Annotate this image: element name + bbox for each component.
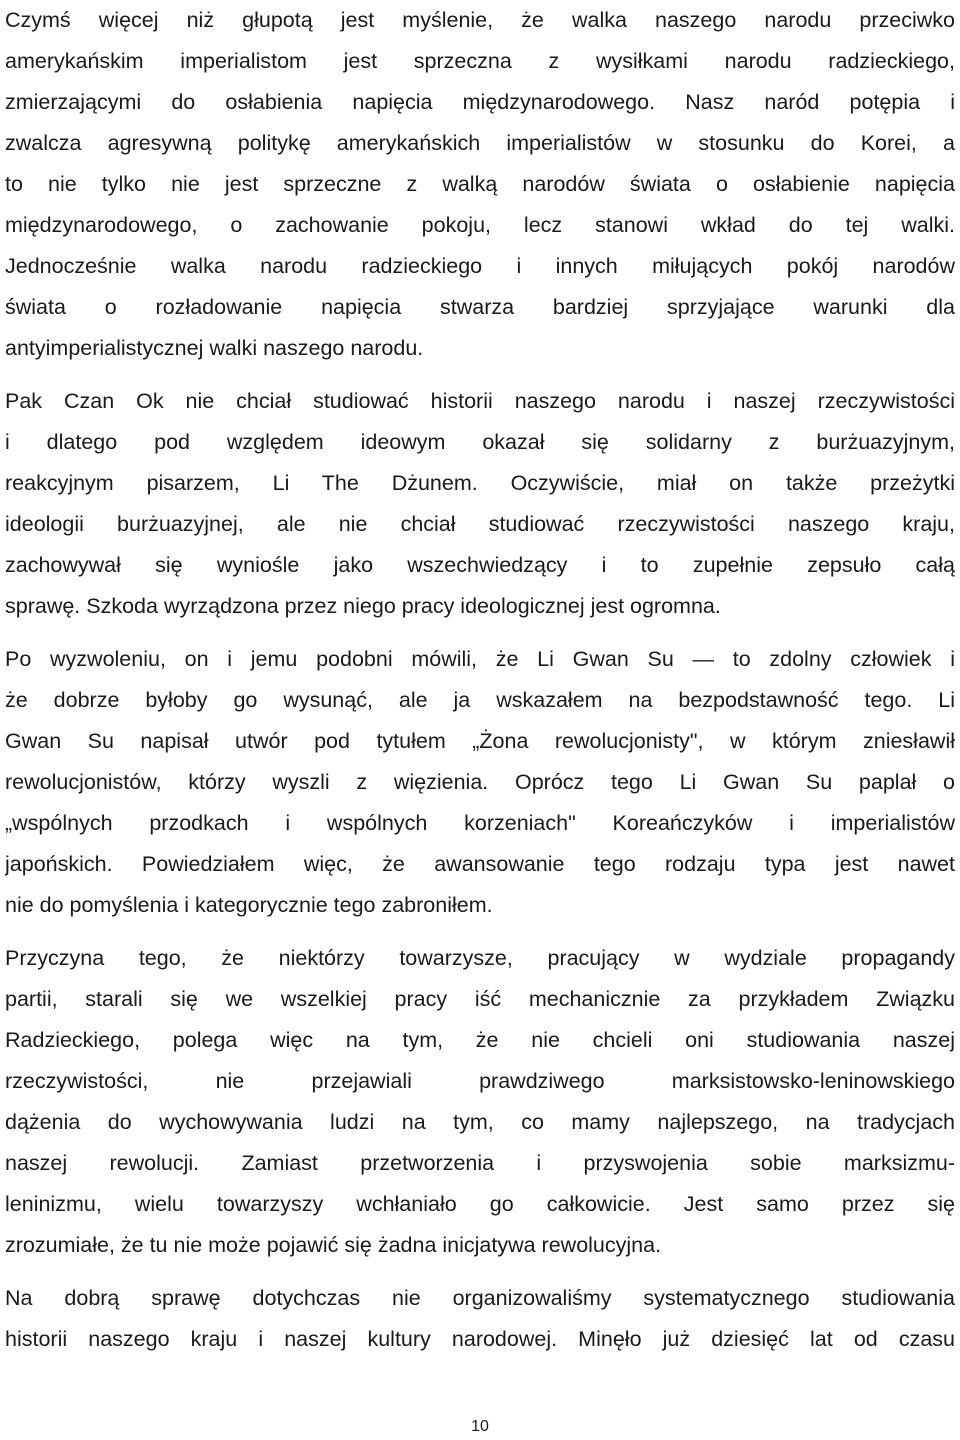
text-line: że dobrze byłoby go wysunąć, ale ja wskazałem na bezpodstawność tego. Li bbox=[5, 688, 955, 712]
text-line: amerykańskim imperialistom jest sprzeczna z wysiłkami narodu radzieckiego, bbox=[5, 49, 955, 73]
text-line: „wspólnych przodkach i wspólnych korzeniach" Koreańczyków i imperialistów bbox=[5, 811, 955, 835]
page-number: 10 bbox=[471, 1418, 489, 1435]
paragraph-1 bbox=[5, 0, 955, 369]
text-line: międzynarodowego, o zachowanie pokoju, lecz stanowi wkład do tej walki. bbox=[5, 213, 955, 237]
text-line: rzeczywistości, nie przejawiali prawdziwego marksistowsko-leninowskiego bbox=[5, 1069, 955, 1093]
text-line: Przyczyna tego, że niektórzy towarzysze, pracujący w wydziale propagandy bbox=[5, 946, 955, 970]
text-line: Gwan Su napisał utwór pod tytułem „Żona rewolucjonisty", w którym zniesławił bbox=[5, 729, 955, 753]
text-line: historii naszego kraju i naszej kultury narodowej. Minęło już dziesięć lat od czasu bbox=[5, 1327, 955, 1351]
text-line: nie do pomyślenia i kategorycznie tego zabroniłem. bbox=[5, 893, 493, 917]
paragraph-spacer bbox=[5, 1266, 955, 1278]
text-line: Pak Czan Ok nie chciał studiować historii naszego narodu i naszej rzeczywistości bbox=[5, 389, 955, 413]
text-line: i dlatego pod względem ideowym okazał się solidarny z burżuazyjnym, bbox=[5, 430, 955, 454]
text-line: Na dobrą sprawę dotychczas nie organizowaliśmy systematycznego studiowania bbox=[5, 1286, 955, 1310]
text-line: reakcyjnym pisarzem, Li The Dżunem. Oczywiście, miał on także przeżytki bbox=[5, 471, 955, 495]
paragraph-4 bbox=[5, 938, 955, 1266]
text-line: zachowywał się wyniośle jako wszechwiedzący i to zupełnie zepsuło całą bbox=[5, 553, 955, 577]
text-line: zmierzającymi do osłabienia napięcia międzynarodowego. Nasz naród potępia i bbox=[5, 90, 955, 114]
body-text bbox=[5, 0, 955, 1360]
text-line: leninizmu, wielu towarzyszy wchłaniało go całkowicie. Jest samo przez się bbox=[5, 1192, 955, 1216]
text-line: Czymś więcej niż głupotą jest myślenie, że walka naszego narodu przeciwko bbox=[5, 8, 955, 32]
text-line: ideologii burżuazyjnej, ale nie chciał studiować rzeczywistości naszego kraju, bbox=[5, 512, 955, 536]
text-line: rewolucjonistów, którzy wyszli z więzienia. Oprócz tego Li Gwan Su paplał o bbox=[5, 770, 955, 794]
text-line: Jednocześnie walka narodu radzieckiego i innych miłujących pokój narodów bbox=[5, 254, 955, 278]
paragraph-spacer bbox=[5, 627, 955, 639]
paragraph-2 bbox=[5, 381, 955, 627]
text-line: sprawę. Szkoda wyrządzona przez niego pracy ideologicznej jest ogromna. bbox=[5, 594, 721, 618]
text-line: zrozumiałe, że tu nie może pojawić się żadna inicjatywa rewolucyjna. bbox=[5, 1233, 662, 1257]
text-line: antyimperialistycznej walki naszego narodu. bbox=[5, 336, 424, 360]
paragraph-5 bbox=[5, 1278, 955, 1360]
text-line: Radzieckiego, polega więc na tym, że nie chcieli oni studiowania naszej bbox=[5, 1028, 955, 1052]
text-line: partii, starali się we wszelkiej pracy iść mechanicznie za przykładem Związku bbox=[5, 987, 955, 1011]
text-line: dążenia do wychowywania ludzi na tym, co mamy najlepszego, na tradycjach bbox=[5, 1110, 955, 1134]
paragraph-spacer bbox=[5, 369, 955, 381]
paragraph-3 bbox=[5, 639, 955, 926]
paragraph-spacer bbox=[5, 926, 955, 938]
text-line: naszej rewolucji. Zamiast przetworzenia i przyswojenia sobie marksizmu- bbox=[5, 1151, 955, 1175]
text-line: zwalcza agresywną politykę amerykańskich imperialistów w stosunku do Korei, a bbox=[5, 131, 955, 155]
text-line: japońskich. Powiedziałem więc, że awansowanie tego rodzaju typa jest nawet bbox=[5, 852, 955, 876]
text-line: to nie tylko nie jest sprzeczne z walką narodów świata o osłabienie napięcia bbox=[5, 172, 955, 196]
text-line: świata o rozładowanie napięcia stwarza bardziej sprzyjające warunki dla bbox=[5, 295, 955, 319]
text-line: Po wyzwoleniu, on i jemu podobni mówili, że Li Gwan Su — to zdolny człowiek i bbox=[5, 647, 955, 671]
